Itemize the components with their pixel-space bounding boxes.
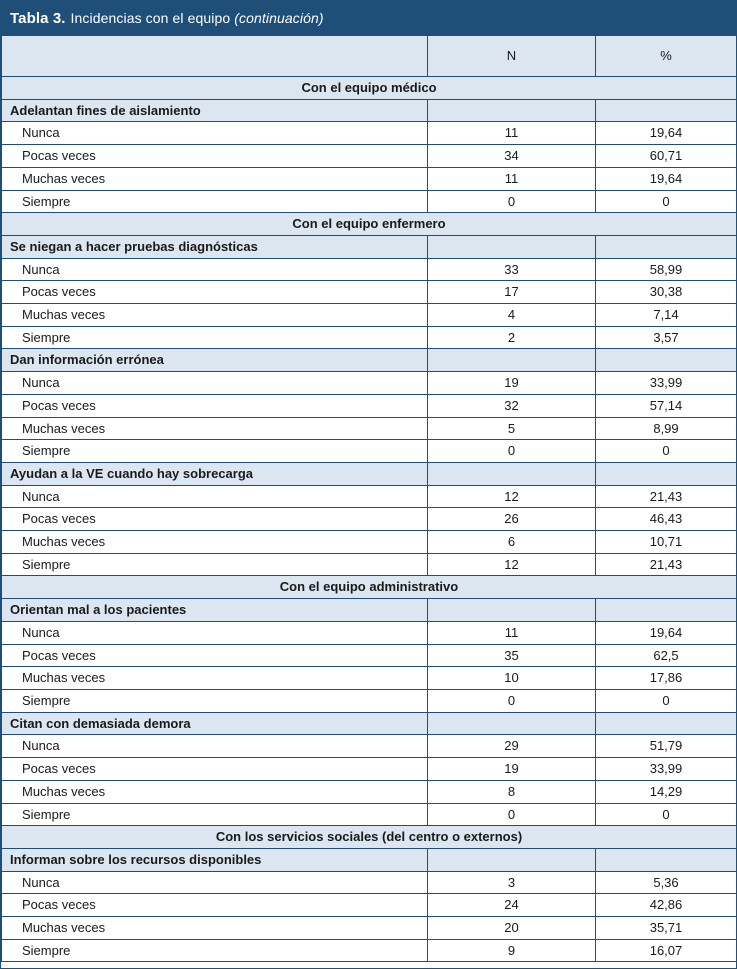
row-percent-value: 3,57 <box>596 326 737 349</box>
table-row <box>2 258 737 281</box>
table-row <box>2 304 737 327</box>
table-row <box>2 780 737 803</box>
row-percent-value: 17,86 <box>596 667 737 690</box>
row-n-value: 10 <box>428 667 596 690</box>
table-row <box>2 326 737 349</box>
table-row <box>2 621 737 644</box>
row-label: Siempre <box>2 939 428 962</box>
section-row <box>2 213 737 236</box>
row-label: Nunca <box>2 735 428 758</box>
group-empty-cell <box>596 235 737 258</box>
row-n-value: 0 <box>428 190 596 213</box>
row-percent-value: 21,43 <box>596 553 737 576</box>
incidencias-table <box>1 35 737 962</box>
group-empty-cell <box>596 99 737 122</box>
group-empty-cell <box>428 462 596 485</box>
row-label: Siempre <box>2 190 428 213</box>
row-label: Muchas veces <box>2 304 428 327</box>
row-label: Siempre <box>2 553 428 576</box>
row-n-value: 29 <box>428 735 596 758</box>
row-label: Muchas veces <box>2 667 428 690</box>
group-empty-cell <box>428 848 596 871</box>
group-empty-cell <box>428 712 596 735</box>
group-empty-cell <box>428 99 596 122</box>
group-row <box>2 99 737 122</box>
table-row <box>2 553 737 576</box>
table-title-bar <box>1 1 736 35</box>
table-row <box>2 485 737 508</box>
row-label: Siempre <box>2 803 428 826</box>
row-n-value: 5 <box>428 417 596 440</box>
table-title: Incidencias con el equipo <box>70 10 231 26</box>
row-label: Nunca <box>2 621 428 644</box>
row-n-value: 33 <box>428 258 596 281</box>
row-percent-value: 35,71 <box>596 917 737 940</box>
row-percent-value: 16,07 <box>596 939 737 962</box>
row-n-value: 11 <box>428 167 596 190</box>
row-n-value: 19 <box>428 372 596 395</box>
row-label: Nunca <box>2 122 428 145</box>
row-percent-value: 33,99 <box>596 372 737 395</box>
group-label: Ayudan a la VE cuando hay sobrecarga <box>2 462 428 485</box>
group-label: Se niegan a hacer pruebas diagnósticas <box>2 235 428 258</box>
row-percent-value: 0 <box>596 803 737 826</box>
row-label: Pocas veces <box>2 281 428 304</box>
group-row <box>2 599 737 622</box>
row-n-value: 9 <box>428 939 596 962</box>
group-empty-cell <box>596 462 737 485</box>
row-n-value: 0 <box>428 440 596 463</box>
row-n-value: 4 <box>428 304 596 327</box>
section-title: Con el equipo enfermero <box>2 213 737 236</box>
row-label: Pocas veces <box>2 758 428 781</box>
group-label: Orientan mal a los pacientes <box>2 599 428 622</box>
row-n-value: 20 <box>428 917 596 940</box>
group-empty-cell <box>428 235 596 258</box>
section-row <box>2 576 737 599</box>
table-row <box>2 440 737 463</box>
group-label: Adelantan fines de aislamiento <box>2 99 428 122</box>
row-label: Muchas veces <box>2 167 428 190</box>
row-label: Nunca <box>2 485 428 508</box>
table-row <box>2 917 737 940</box>
row-percent-value: 46,43 <box>596 508 737 531</box>
section-row <box>2 77 737 100</box>
section-row <box>2 826 737 849</box>
row-n-value: 8 <box>428 780 596 803</box>
table-row <box>2 644 737 667</box>
row-label: Muchas veces <box>2 780 428 803</box>
group-row <box>2 349 737 372</box>
table-row <box>2 145 737 168</box>
row-percent-value: 0 <box>596 689 737 712</box>
row-n-value: 19 <box>428 758 596 781</box>
table-row <box>2 167 737 190</box>
group-row <box>2 235 737 258</box>
group-empty-cell <box>596 712 737 735</box>
row-n-value: 11 <box>428 621 596 644</box>
header-cell-category <box>2 36 428 77</box>
table-row <box>2 531 737 554</box>
group-label: Dan información errónea <box>2 349 428 372</box>
group-label: Citan con demasiada demora <box>2 712 428 735</box>
row-percent-value: 5,36 <box>596 871 737 894</box>
row-label: Muchas veces <box>2 417 428 440</box>
row-percent-value: 10,71 <box>596 531 737 554</box>
row-n-value: 32 <box>428 394 596 417</box>
group-row <box>2 462 737 485</box>
header-cell-percent: % <box>596 36 737 77</box>
row-percent-value: 60,71 <box>596 145 737 168</box>
table-row <box>2 394 737 417</box>
table-row <box>2 871 737 894</box>
row-percent-value: 14,29 <box>596 780 737 803</box>
section-title: Con el equipo médico <box>2 77 737 100</box>
row-label: Pocas veces <box>2 644 428 667</box>
row-percent-value: 58,99 <box>596 258 737 281</box>
row-label: Muchas veces <box>2 917 428 940</box>
table-number: Tabla 3. <box>10 9 66 27</box>
group-empty-cell <box>428 599 596 622</box>
row-percent-value: 7,14 <box>596 304 737 327</box>
table-row <box>2 508 737 531</box>
header-cell-n: N <box>428 36 596 77</box>
row-n-value: 2 <box>428 326 596 349</box>
row-percent-value: 19,64 <box>596 167 737 190</box>
row-n-value: 26 <box>428 508 596 531</box>
table-row <box>2 803 737 826</box>
row-n-value: 24 <box>428 894 596 917</box>
table-title-continuation: (continuación) <box>234 10 324 26</box>
header-row <box>2 36 737 77</box>
row-n-value: 12 <box>428 553 596 576</box>
section-title: Con el equipo administrativo <box>2 576 737 599</box>
table-row <box>2 758 737 781</box>
row-n-value: 3 <box>428 871 596 894</box>
row-label: Pocas veces <box>2 145 428 168</box>
row-n-value: 35 <box>428 644 596 667</box>
group-empty-cell <box>596 848 737 871</box>
group-empty-cell <box>428 349 596 372</box>
row-label: Siempre <box>2 689 428 712</box>
row-percent-value: 8,99 <box>596 417 737 440</box>
row-n-value: 0 <box>428 803 596 826</box>
row-percent-value: 30,38 <box>596 281 737 304</box>
group-row <box>2 712 737 735</box>
row-percent-value: 19,64 <box>596 122 737 145</box>
group-label: Informan sobre los recursos disponibles <box>2 848 428 871</box>
row-label: Pocas veces <box>2 894 428 917</box>
row-label: Nunca <box>2 258 428 281</box>
row-percent-value: 0 <box>596 440 737 463</box>
row-n-value: 12 <box>428 485 596 508</box>
group-empty-cell <box>596 349 737 372</box>
row-label: Nunca <box>2 372 428 395</box>
row-n-value: 11 <box>428 122 596 145</box>
section-title: Con los servicios sociales (del centro o externos) <box>2 826 737 849</box>
row-percent-value: 21,43 <box>596 485 737 508</box>
table-row <box>2 735 737 758</box>
row-percent-value: 33,99 <box>596 758 737 781</box>
row-percent-value: 19,64 <box>596 621 737 644</box>
row-percent-value: 0 <box>596 190 737 213</box>
table-row <box>2 417 737 440</box>
table-row <box>2 122 737 145</box>
group-empty-cell <box>596 599 737 622</box>
table-row <box>2 894 737 917</box>
row-percent-value: 57,14 <box>596 394 737 417</box>
table-row <box>2 667 737 690</box>
table-row <box>2 190 737 213</box>
group-row <box>2 848 737 871</box>
row-label: Muchas veces <box>2 531 428 554</box>
table-row <box>2 939 737 962</box>
row-label: Siempre <box>2 326 428 349</box>
row-percent-value: 51,79 <box>596 735 737 758</box>
row-n-value: 6 <box>428 531 596 554</box>
row-percent-value: 42,86 <box>596 894 737 917</box>
table-row <box>2 689 737 712</box>
row-label: Pocas veces <box>2 508 428 531</box>
row-percent-value: 62,5 <box>596 644 737 667</box>
table-row <box>2 281 737 304</box>
table-row <box>2 372 737 395</box>
row-n-value: 0 <box>428 689 596 712</box>
row-label: Siempre <box>2 440 428 463</box>
row-label: Nunca <box>2 871 428 894</box>
row-n-value: 17 <box>428 281 596 304</box>
row-label: Pocas veces <box>2 394 428 417</box>
row-n-value: 34 <box>428 145 596 168</box>
